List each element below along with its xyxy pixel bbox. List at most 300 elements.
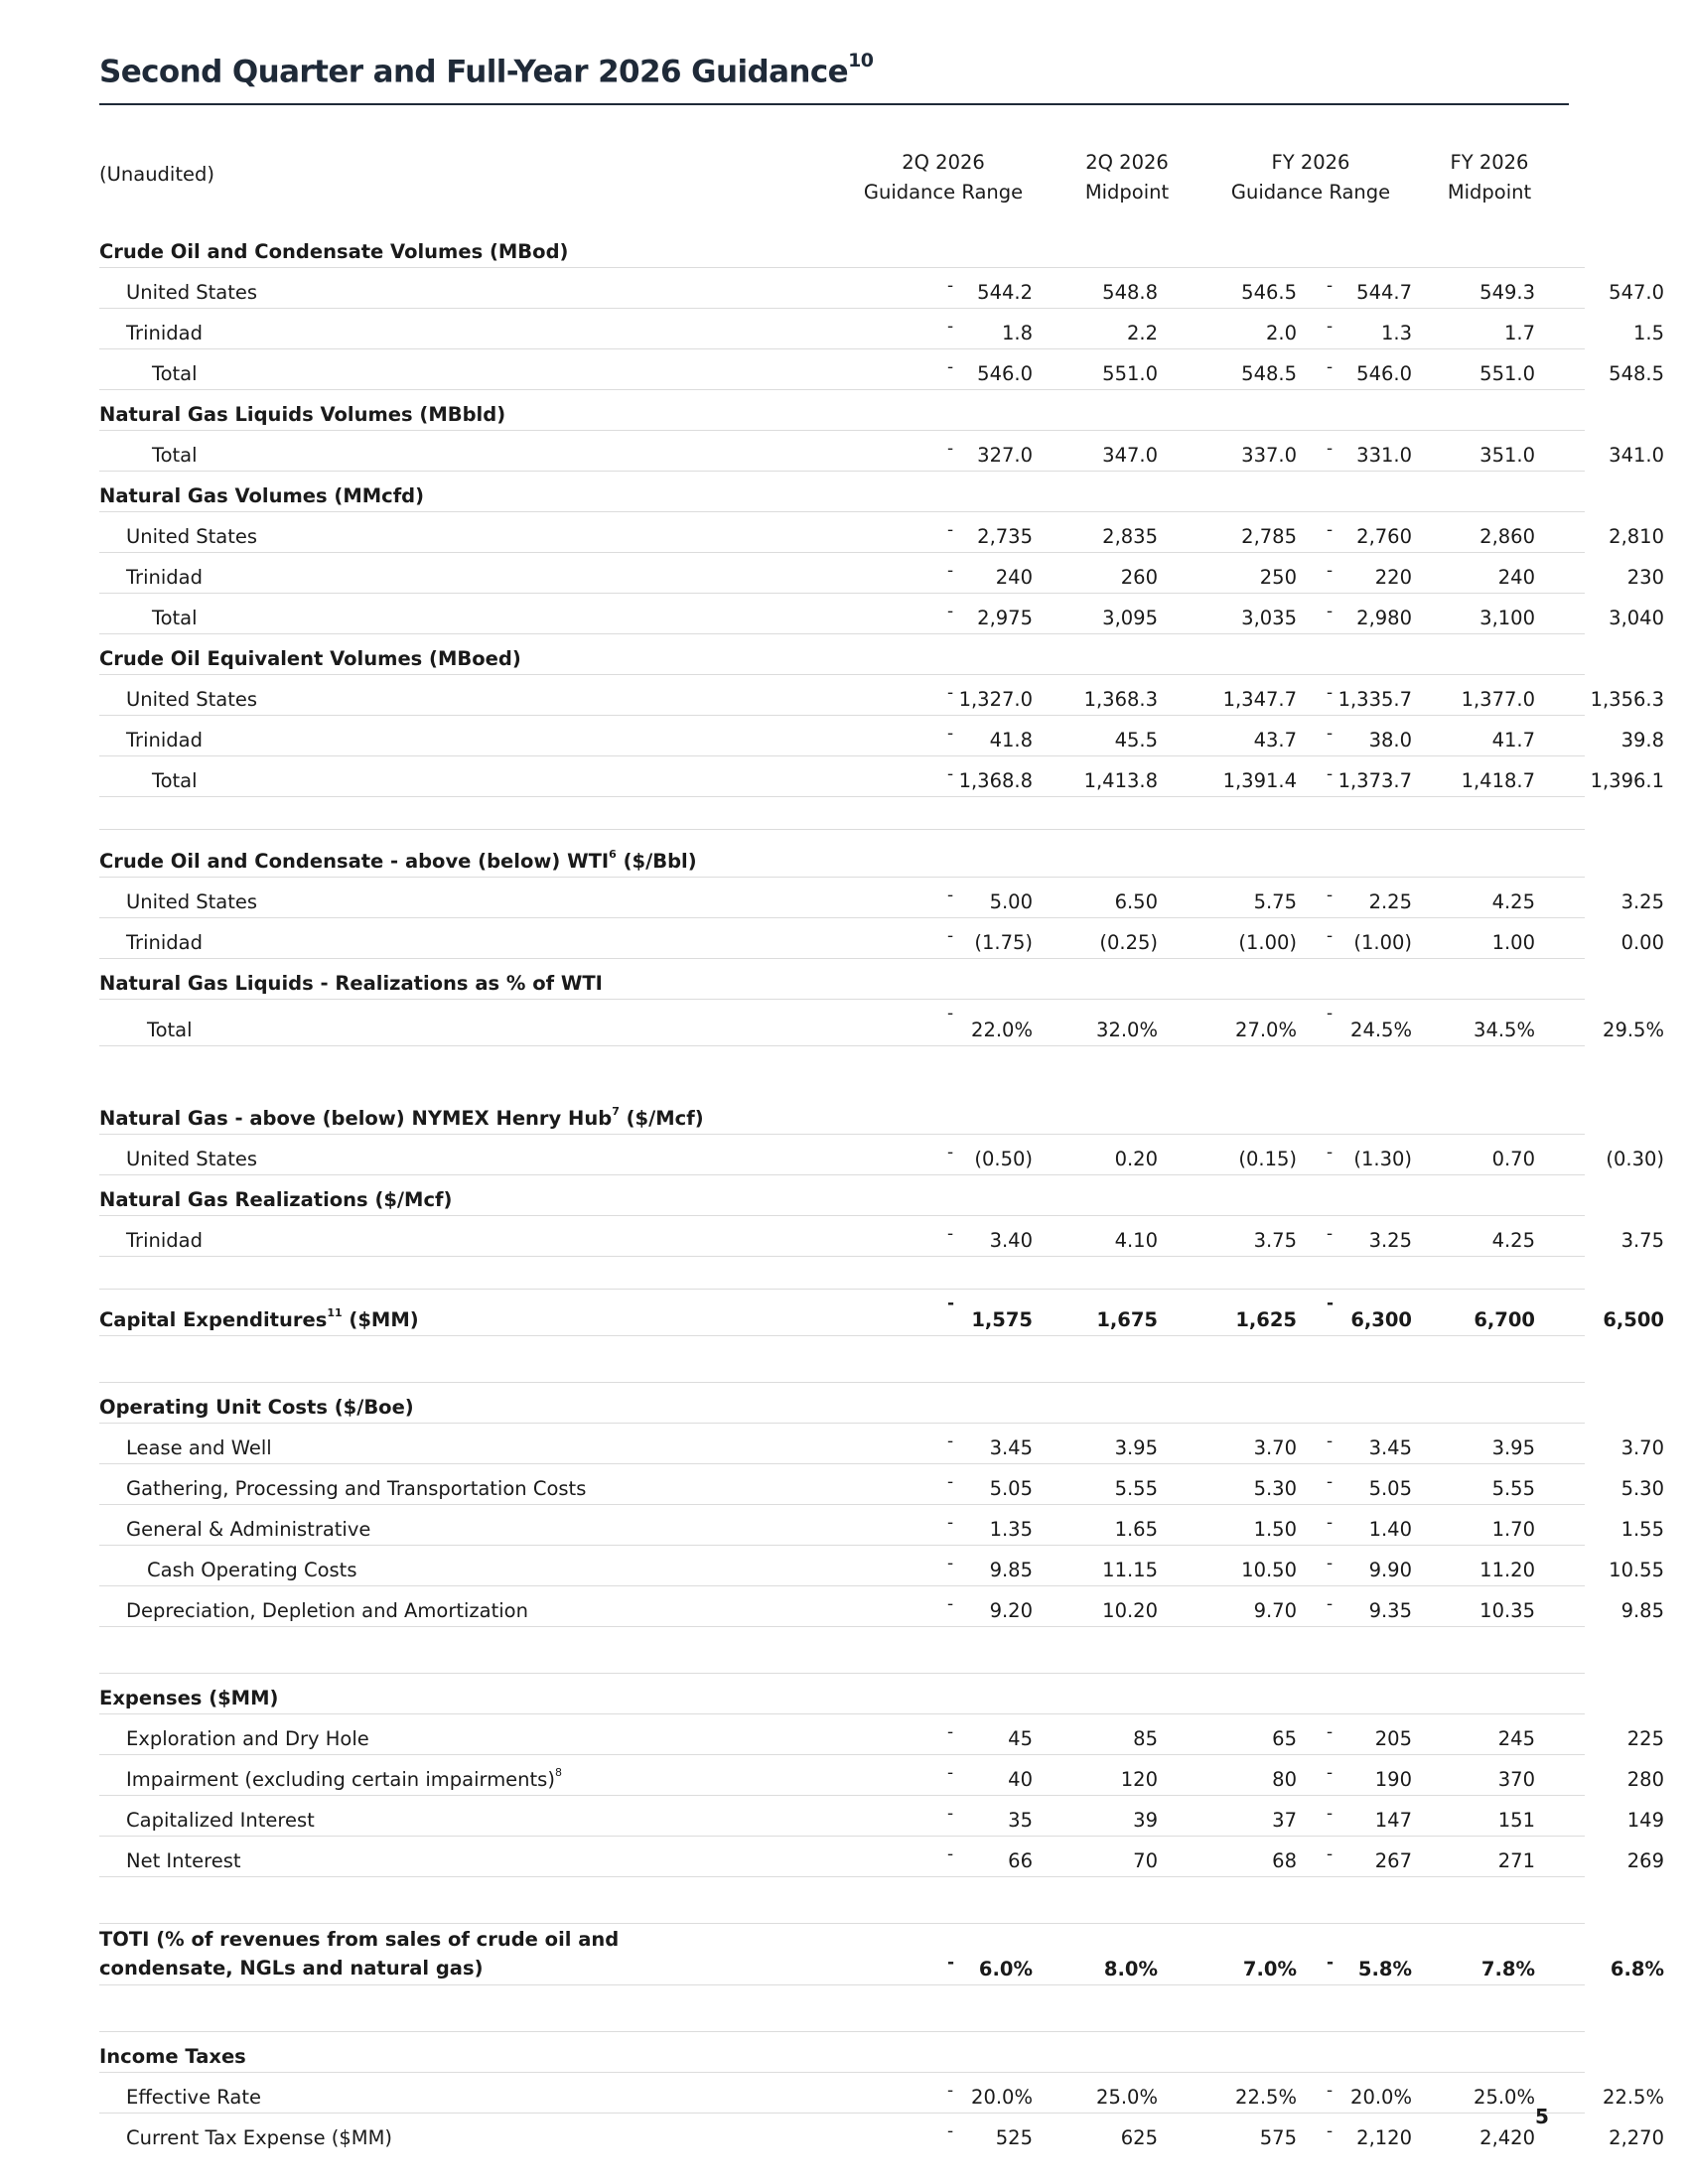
midpoint-2q-cell: 3.75 bbox=[1253, 1229, 1297, 1252]
table-row bbox=[99, 1216, 1664, 1257]
row-label bbox=[99, 847, 697, 873]
row-label-line2: condensate, NGLs and natural gas) bbox=[99, 1957, 484, 1979]
range-high-2q-cell: 8.0% bbox=[1103, 1958, 1158, 1980]
midpoint-2q-cell: 2,785 bbox=[1241, 525, 1297, 548]
range-low-2q-cell: 6.0% bbox=[978, 1958, 1033, 1980]
row-label-text: Crude Oil and Condensate - above (below) WTI bbox=[99, 850, 610, 873]
range-low-fy-cell: 2,760 bbox=[1356, 525, 1412, 548]
midpoint-2q-cell: 80 bbox=[1272, 1768, 1297, 1791]
row-label-unit: ($/Bbl) bbox=[616, 850, 697, 873]
midpoint-fy-cell: 6.8% bbox=[1610, 1958, 1664, 1980]
range-low-fy-cell: 20.0% bbox=[1350, 2086, 1412, 2109]
midpoint-fy-cell: 341.0 bbox=[1609, 444, 1664, 467]
table-row bbox=[99, 349, 1664, 390]
midpoint-2q-cell: 3,035 bbox=[1241, 607, 1297, 629]
range-dash: - bbox=[1327, 1722, 1334, 1742]
range-low-2q-cell: 327.0 bbox=[977, 444, 1033, 467]
midpoint-2q-cell: 65 bbox=[1272, 1727, 1297, 1750]
section-header-row bbox=[99, 390, 1585, 431]
page-title bbox=[99, 50, 874, 90]
row-label-text: Total bbox=[152, 607, 198, 629]
range-low-2q-cell: 546.0 bbox=[977, 362, 1033, 385]
range-low-fy-cell: 1.40 bbox=[1368, 1518, 1412, 1541]
range-dash: - bbox=[947, 357, 954, 377]
range-low-2q-cell: 5.00 bbox=[989, 890, 1033, 913]
row-label-text: Total bbox=[147, 1019, 193, 1041]
row-label-text: United States bbox=[126, 688, 258, 711]
range-dash: - bbox=[947, 439, 954, 459]
row-label-text: Trinidad bbox=[126, 566, 203, 589]
guidance-table bbox=[99, 227, 1664, 2153]
row-label-text: Trinidad bbox=[126, 1229, 203, 1252]
range-high-fy-cell: 25.0% bbox=[1474, 2086, 1535, 2109]
range-high-2q-cell: 625 bbox=[1120, 2126, 1158, 2149]
row-label bbox=[99, 484, 424, 507]
row-label bbox=[126, 1436, 272, 1459]
header-fy-mid-line2: Midpoint bbox=[1447, 181, 1532, 204]
row-label-text: United States bbox=[126, 890, 258, 913]
row-label bbox=[126, 2126, 392, 2149]
table-row bbox=[99, 1796, 1664, 1837]
range-high-fy-cell: 1,418.7 bbox=[1461, 769, 1535, 792]
row-label bbox=[147, 1559, 356, 1581]
title-rule bbox=[99, 103, 1569, 105]
range-low-2q-cell: 2,735 bbox=[977, 525, 1033, 548]
row-label bbox=[126, 1477, 586, 1500]
range-dash: - bbox=[947, 1722, 954, 1742]
table-row bbox=[99, 918, 1664, 959]
row-label bbox=[126, 1727, 369, 1750]
row-label-text: Effective Rate bbox=[126, 2086, 261, 2109]
range-dash: - bbox=[1327, 1763, 1334, 1783]
range-high-2q-cell: 45.5 bbox=[1114, 729, 1158, 751]
row-label bbox=[126, 688, 257, 711]
range-dash: - bbox=[1327, 602, 1334, 621]
range-low-2q-cell: 5.05 bbox=[989, 1477, 1033, 1500]
range-low-fy-cell: 331.0 bbox=[1356, 444, 1412, 467]
spacer-row bbox=[99, 1985, 1585, 2032]
row-label bbox=[126, 2086, 261, 2109]
range-dash: - bbox=[1327, 1554, 1334, 1573]
range-dash: - bbox=[947, 1594, 954, 1614]
range-dash: - bbox=[1327, 764, 1334, 784]
row-label-text: Natural Gas Realizations ($/Mcf) bbox=[99, 1188, 453, 1211]
range-low-fy-cell: 5.05 bbox=[1368, 1477, 1412, 1500]
table-row bbox=[99, 1714, 1664, 1755]
row-label bbox=[99, 1687, 278, 1709]
row-label-line1: TOTI (% of revenues from sales of crude oil and bbox=[99, 1928, 620, 1951]
range-high-2q-cell: 25.0% bbox=[1096, 2086, 1158, 2109]
range-dash: - bbox=[947, 2081, 954, 2101]
range-high-2q-cell: 85 bbox=[1133, 1727, 1158, 1750]
range-dash: - bbox=[947, 602, 954, 621]
range-low-2q-cell: (0.50) bbox=[974, 1148, 1033, 1170]
range-high-2q-cell: 551.0 bbox=[1102, 362, 1158, 385]
range-dash: - bbox=[1327, 1224, 1334, 1244]
row-label bbox=[126, 1599, 528, 1622]
row-label-text: Income Taxes bbox=[99, 2045, 246, 2068]
footnote-marker: 8 bbox=[554, 1765, 562, 1779]
midpoint-fy-cell: 225 bbox=[1626, 1727, 1664, 1750]
header-fy-range-line2: Guidance Range bbox=[1230, 181, 1391, 204]
range-high-fy-cell: 5.55 bbox=[1491, 1477, 1535, 1500]
range-dash: - bbox=[947, 1844, 954, 1864]
midpoint-2q-cell: 2.0 bbox=[1265, 322, 1297, 344]
range-high-fy-cell: 1.7 bbox=[1503, 322, 1535, 344]
header-fy-range-line1: FY 2026 bbox=[1271, 151, 1350, 174]
range-low-fy-cell: 5.8% bbox=[1357, 1958, 1412, 1980]
range-low-fy-cell: 1,373.7 bbox=[1337, 769, 1412, 792]
range-high-2q-cell: 6.50 bbox=[1114, 890, 1158, 913]
row-label-text: Total bbox=[152, 362, 198, 385]
range-dash: - bbox=[1327, 357, 1334, 377]
midpoint-2q-cell: 1,625 bbox=[1235, 1308, 1297, 1331]
row-label bbox=[152, 769, 198, 792]
range-low-2q-cell: 544.2 bbox=[977, 281, 1033, 304]
range-dash: - bbox=[1327, 1594, 1334, 1614]
midpoint-fy-cell: 3.25 bbox=[1620, 890, 1664, 913]
range-high-fy-cell: 3,100 bbox=[1479, 607, 1535, 629]
row-label bbox=[126, 1518, 370, 1541]
row-label bbox=[126, 1809, 315, 1832]
range-dash: - bbox=[947, 1554, 954, 1573]
row-label bbox=[126, 931, 203, 954]
spacer-row bbox=[99, 1336, 1585, 1383]
range-dash: - bbox=[947, 2121, 954, 2141]
row-label-text: Crude Oil Equivalent Volumes (MBoed) bbox=[99, 647, 521, 670]
header-fy-mid-line1: FY 2026 bbox=[1450, 151, 1529, 174]
table-row bbox=[99, 1135, 1664, 1175]
unaudited-label: (Unaudited) bbox=[99, 163, 214, 186]
range-high-2q-cell: 11.15 bbox=[1102, 1559, 1158, 1581]
footnote-marker: 11 bbox=[327, 1305, 343, 1319]
range-low-fy-cell: 9.90 bbox=[1368, 1559, 1412, 1581]
range-high-2q-cell: 10.20 bbox=[1102, 1599, 1158, 1622]
range-low-2q-cell: 20.0% bbox=[971, 2086, 1033, 2109]
range-dash: - bbox=[1327, 439, 1334, 459]
row-label-text: Exploration and Dry Hole bbox=[126, 1727, 369, 1750]
row-label bbox=[126, 1148, 257, 1170]
range-high-fy-cell: 2,420 bbox=[1479, 2126, 1535, 2149]
range-dash: - bbox=[947, 317, 954, 337]
midpoint-2q-cell: 37 bbox=[1272, 1809, 1297, 1832]
range-low-2q-cell: 1.35 bbox=[989, 1518, 1033, 1541]
range-low-fy-cell: 544.7 bbox=[1356, 281, 1412, 304]
section-header-row bbox=[99, 1290, 1664, 1336]
table-row bbox=[99, 512, 1664, 553]
midpoint-fy-cell: 1.5 bbox=[1632, 322, 1664, 344]
midpoint-fy-cell: 1.55 bbox=[1620, 1518, 1664, 1541]
row-label bbox=[152, 362, 198, 385]
range-high-2q-cell: 4.10 bbox=[1114, 1229, 1158, 1252]
midpoint-fy-cell: 3.70 bbox=[1620, 1436, 1664, 1459]
midpoint-2q-cell: 250 bbox=[1259, 566, 1297, 589]
range-high-fy-cell: 549.3 bbox=[1479, 281, 1535, 304]
range-dash: - bbox=[947, 561, 954, 581]
range-dash: - bbox=[947, 886, 954, 905]
range-dash: - bbox=[1327, 1953, 1335, 1973]
range-high-2q-cell: 3.95 bbox=[1114, 1436, 1158, 1459]
range-dash: - bbox=[1327, 2121, 1334, 2141]
section-header-row bbox=[99, 227, 1585, 268]
range-dash: - bbox=[1327, 1513, 1334, 1533]
midpoint-fy-cell: 39.8 bbox=[1620, 729, 1664, 751]
midpoint-2q-cell: 5.75 bbox=[1253, 890, 1297, 913]
range-high-2q-cell: 0.20 bbox=[1114, 1148, 1158, 1170]
spacer-row bbox=[99, 1627, 1585, 1674]
midpoint-fy-cell: 3.75 bbox=[1620, 1229, 1664, 1252]
row-label-text: Impairment (excluding certain impairments) bbox=[126, 1768, 555, 1791]
range-high-2q-cell: 1,675 bbox=[1096, 1308, 1158, 1331]
range-low-fy-cell: (1.30) bbox=[1353, 1148, 1412, 1170]
range-high-fy-cell: 4.25 bbox=[1491, 1229, 1535, 1252]
row-label bbox=[99, 1396, 414, 1419]
row-label bbox=[126, 1765, 562, 1791]
table-row bbox=[99, 268, 1664, 309]
midpoint-fy-cell: 3,040 bbox=[1609, 607, 1664, 629]
row-label-text: Trinidad bbox=[126, 322, 203, 344]
row-label-text: United States bbox=[126, 525, 258, 548]
table-row bbox=[99, 309, 1664, 349]
range-dash: - bbox=[947, 1294, 955, 1313]
midpoint-2q-cell: 68 bbox=[1272, 1849, 1297, 1872]
footnote-marker: 7 bbox=[612, 1104, 620, 1118]
section-header-row bbox=[99, 1383, 1585, 1424]
section-header-row bbox=[99, 1175, 1585, 1216]
table-row bbox=[99, 878, 1664, 918]
row-label bbox=[99, 1104, 704, 1130]
range-dash: - bbox=[1327, 1844, 1334, 1864]
midpoint-2q-cell: 22.5% bbox=[1235, 2086, 1297, 2109]
midpoint-fy-cell: 29.5% bbox=[1603, 1019, 1664, 1041]
range-low-2q-cell: 1,575 bbox=[971, 1308, 1033, 1331]
row-label-text: Crude Oil and Condensate Volumes (MBod) bbox=[99, 240, 569, 263]
range-dash: - bbox=[947, 1953, 955, 1973]
range-low-2q-cell: (1.75) bbox=[974, 931, 1033, 954]
row-label-text: United States bbox=[126, 1148, 258, 1170]
row-label bbox=[152, 607, 198, 629]
range-low-fy-cell: 2,980 bbox=[1356, 607, 1412, 629]
header-2q-mid-line1: 2Q 2026 bbox=[1085, 151, 1169, 174]
row-label-text: Net Interest bbox=[126, 1849, 241, 1872]
range-low-2q-cell: 240 bbox=[995, 566, 1033, 589]
range-low-fy-cell: 38.0 bbox=[1368, 729, 1412, 751]
midpoint-fy-cell: 9.85 bbox=[1620, 1599, 1664, 1622]
midpoint-fy-cell: 1,396.1 bbox=[1590, 769, 1664, 792]
row-label-text: Trinidad bbox=[126, 729, 203, 751]
range-high-fy-cell: 151 bbox=[1497, 1809, 1535, 1832]
range-high-fy-cell: 10.35 bbox=[1479, 1599, 1535, 1622]
row-label bbox=[99, 1305, 419, 1331]
header-2q-mid-line2: Midpoint bbox=[1084, 181, 1170, 204]
range-low-fy-cell: 9.35 bbox=[1368, 1599, 1412, 1622]
row-label-text: Total bbox=[152, 769, 198, 792]
table-row bbox=[99, 1837, 1664, 1877]
range-dash: - bbox=[1327, 561, 1334, 581]
row-label bbox=[126, 322, 203, 344]
midpoint-2q-cell: 1,391.4 bbox=[1222, 769, 1297, 792]
range-dash: - bbox=[1327, 276, 1334, 296]
range-dash: - bbox=[947, 1763, 954, 1783]
row-label bbox=[126, 1849, 241, 1872]
table-row bbox=[99, 553, 1664, 594]
range-low-2q-cell: 35 bbox=[1008, 1809, 1033, 1832]
row-label-text: Natural Gas Liquids Volumes (MBbld) bbox=[99, 403, 506, 426]
range-dash: - bbox=[1327, 1143, 1334, 1162]
range-high-2q-cell: 2.2 bbox=[1126, 322, 1158, 344]
midpoint-2q-cell: 1.50 bbox=[1253, 1518, 1297, 1541]
range-high-2q-cell: (0.25) bbox=[1099, 931, 1158, 954]
row-label-text: United States bbox=[126, 281, 258, 304]
midpoint-2q-cell: 43.7 bbox=[1253, 729, 1297, 751]
table-row bbox=[99, 1755, 1664, 1796]
row-label bbox=[126, 566, 203, 589]
midpoint-fy-cell: 149 bbox=[1626, 1809, 1664, 1832]
table-row bbox=[99, 716, 1664, 756]
table-row bbox=[99, 2114, 1664, 2153]
midpoint-2q-cell: 548.5 bbox=[1241, 362, 1297, 385]
table-row bbox=[99, 1505, 1664, 1546]
range-low-2q-cell: 1.8 bbox=[1001, 322, 1033, 344]
range-high-2q-cell: 1.65 bbox=[1114, 1518, 1158, 1541]
table-row bbox=[99, 1000, 1664, 1046]
row-label-text: Depreciation, Depletion and Amortization bbox=[126, 1599, 528, 1622]
row-label-text: Capitalized Interest bbox=[126, 1809, 315, 1832]
range-low-2q-cell: 3.45 bbox=[989, 1436, 1033, 1459]
guidance-page bbox=[99, 0, 1664, 2184]
midpoint-fy-cell: 0.00 bbox=[1620, 931, 1664, 954]
range-low-fy-cell: 24.5% bbox=[1350, 1019, 1412, 1041]
table-row bbox=[99, 1464, 1664, 1505]
range-high-2q-cell: 1,368.3 bbox=[1083, 688, 1158, 711]
range-low-fy-cell: 2,120 bbox=[1356, 2126, 1412, 2149]
midpoint-fy-cell: (0.30) bbox=[1606, 1148, 1664, 1170]
range-low-fy-cell: 1.3 bbox=[1380, 322, 1412, 344]
midpoint-2q-cell: 546.5 bbox=[1241, 281, 1297, 304]
midpoint-2q-cell: 3.70 bbox=[1253, 1436, 1297, 1459]
range-dash: - bbox=[947, 1804, 954, 1824]
range-dash: - bbox=[1327, 724, 1334, 744]
row-label-text: Gathering, Processing and Transportation Costs bbox=[126, 1477, 587, 1500]
row-label-text: Current Tax Expense ($MM) bbox=[126, 2126, 393, 2149]
midpoint-fy-cell: 547.0 bbox=[1609, 281, 1664, 304]
footnote-marker: 6 bbox=[609, 847, 617, 861]
range-low-2q-cell: 66 bbox=[1008, 1849, 1033, 1872]
row-label bbox=[99, 1188, 452, 1211]
range-high-fy-cell: 1.70 bbox=[1491, 1518, 1535, 1541]
range-low-2q-cell: 9.20 bbox=[989, 1599, 1033, 1622]
row-label bbox=[126, 281, 257, 304]
midpoint-fy-cell: 10.55 bbox=[1609, 1559, 1664, 1581]
range-dash: - bbox=[1327, 886, 1334, 905]
spacer-row bbox=[99, 797, 1585, 830]
midpoint-2q-cell: 10.50 bbox=[1241, 1559, 1297, 1581]
range-low-2q-cell: 22.0% bbox=[971, 1019, 1033, 1041]
range-low-fy-cell: 190 bbox=[1374, 1768, 1412, 1791]
range-low-fy-cell: 3.25 bbox=[1368, 1229, 1412, 1252]
midpoint-fy-cell: 1,356.3 bbox=[1590, 688, 1664, 711]
range-dash: - bbox=[947, 1004, 954, 1024]
range-dash: - bbox=[1327, 317, 1334, 337]
table-row bbox=[99, 2073, 1664, 2114]
range-dash: - bbox=[1327, 1432, 1334, 1451]
midpoint-fy-cell: 22.5% bbox=[1603, 2086, 1664, 2109]
row-label bbox=[126, 1229, 203, 1252]
header-fy-range bbox=[1211, 148, 1410, 207]
range-high-fy-cell: 271 bbox=[1497, 1849, 1535, 1872]
range-dash: - bbox=[947, 1224, 954, 1244]
range-low-fy-cell: 2.25 bbox=[1368, 890, 1412, 913]
midpoint-2q-cell: 1,347.7 bbox=[1222, 688, 1297, 711]
range-dash: - bbox=[1327, 1004, 1334, 1024]
row-label-text: Trinidad bbox=[126, 931, 203, 954]
header-2q-mid bbox=[1043, 148, 1211, 207]
table-row bbox=[99, 756, 1664, 797]
spacer-row bbox=[99, 1877, 1585, 1924]
range-high-2q-cell: 3,095 bbox=[1102, 607, 1158, 629]
range-high-fy-cell: 370 bbox=[1497, 1768, 1535, 1791]
section-header-row bbox=[99, 1674, 1585, 1714]
page-number: 5 bbox=[1535, 2105, 1549, 2128]
table-row bbox=[99, 1546, 1664, 1586]
range-high-2q-cell: 70 bbox=[1133, 1849, 1158, 1872]
range-dash: - bbox=[947, 683, 954, 703]
table-row bbox=[99, 675, 1664, 716]
range-low-2q-cell: 1,368.8 bbox=[958, 769, 1033, 792]
row-label bbox=[99, 1925, 619, 1982]
range-low-fy-cell: 6,300 bbox=[1350, 1308, 1412, 1331]
row-label bbox=[126, 525, 257, 548]
range-high-fy-cell: 7.8% bbox=[1480, 1958, 1535, 1980]
section-header-row bbox=[99, 830, 1585, 878]
row-label-text: Cash Operating Costs bbox=[147, 1559, 357, 1581]
range-dash: - bbox=[947, 1143, 954, 1162]
row-label bbox=[99, 403, 505, 426]
row-label bbox=[152, 444, 198, 467]
range-dash: - bbox=[1327, 926, 1334, 946]
range-high-fy-cell: 351.0 bbox=[1479, 444, 1535, 467]
row-label-text: Lease and Well bbox=[126, 1436, 272, 1459]
range-high-fy-cell: 1.00 bbox=[1491, 931, 1535, 954]
range-dash: - bbox=[1327, 1472, 1334, 1492]
row-label-text: Natural Gas - above (below) NYMEX Henry Hub bbox=[99, 1107, 613, 1130]
range-low-fy-cell: 1,335.7 bbox=[1337, 688, 1412, 711]
header-2q-range-line2: Guidance Range bbox=[863, 181, 1024, 204]
range-low-2q-cell: 45 bbox=[1008, 1727, 1033, 1750]
range-dash: - bbox=[947, 276, 954, 296]
table-row bbox=[99, 431, 1664, 472]
page-title-text: Second Quarter and Full-Year 2026 Guidance bbox=[99, 54, 849, 90]
table-row bbox=[99, 594, 1664, 634]
range-high-fy-cell: 1,377.0 bbox=[1461, 688, 1535, 711]
midpoint-2q-cell: 5.30 bbox=[1253, 1477, 1297, 1500]
row-label-text: Operating Unit Costs ($/Boe) bbox=[99, 1396, 414, 1419]
header-fy-mid bbox=[1410, 148, 1569, 207]
row-label bbox=[126, 729, 203, 751]
table-row bbox=[99, 1424, 1664, 1464]
row-label bbox=[99, 240, 568, 263]
range-high-fy-cell: 11.20 bbox=[1479, 1559, 1535, 1581]
range-high-fy-cell: 34.5% bbox=[1474, 1019, 1535, 1041]
range-high-fy-cell: 41.7 bbox=[1491, 729, 1535, 751]
range-high-2q-cell: 260 bbox=[1120, 566, 1158, 589]
range-low-2q-cell: 9.85 bbox=[989, 1559, 1033, 1581]
section-header-row bbox=[99, 959, 1585, 1000]
toti-row bbox=[99, 1924, 1664, 1985]
range-dash: - bbox=[1327, 2081, 1334, 2101]
row-label-text: Natural Gas Volumes (MMcfd) bbox=[99, 484, 425, 507]
table-row bbox=[99, 1586, 1664, 1627]
